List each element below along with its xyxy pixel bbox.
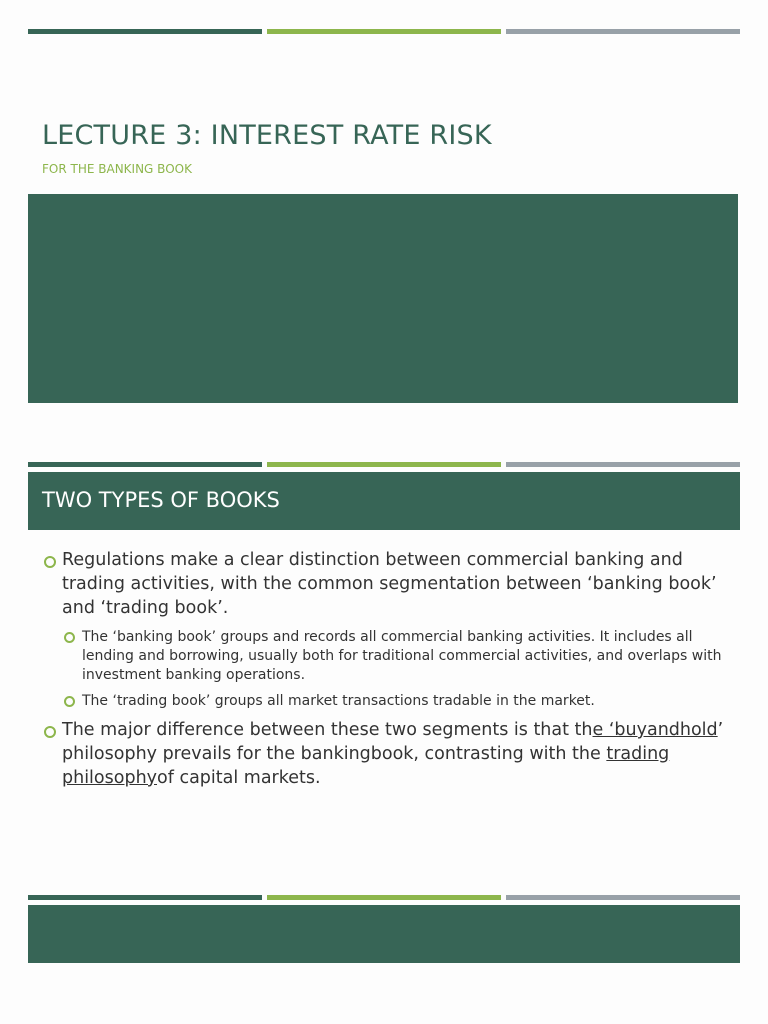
list-item [42,628,732,685]
accent-bar-gray [506,29,740,34]
list-item [42,692,732,711]
slide-heading: TWO TYPES OF BOOKS [42,488,280,512]
list-item-text: Regulations make a clear distinction between commercial banking and trading activities, with the common segmentation between ‘banking book’ and ‘trading book’. [62,550,717,618]
slide-subtitle: FOR THE BANKING BOOK [42,162,192,176]
accent-bar-light-green [267,895,501,900]
bullet-circle-icon [44,726,56,738]
accent-bar-dark-green [28,895,262,900]
list-item-text: of capital markets. [157,768,321,788]
bullet-list [42,548,732,790]
list-item-text: The ‘banking book’ groups and records all commercial banking activities. It includes all lending and borrowing, usually both for traditional commercial activities, and overlaps with investment banking operations. [82,629,722,683]
accent-bar-gray [506,895,740,900]
accent-bar-light-green [267,462,501,467]
accent-bar-light-green [267,29,501,34]
accent-bars-middle [28,462,740,467]
bullet-circle-icon [64,696,75,707]
list-item [42,548,732,620]
accent-bars-top [28,29,740,34]
accent-bar-dark-green [28,462,262,467]
slide-title: LECTURE 3: INTEREST RATE RISK [42,120,492,151]
buy-and-hold-link[interactable]: e ‘buyandhold [592,720,718,740]
list-item [42,718,732,790]
bullet-circle-icon [64,632,75,643]
accent-bar-dark-green [28,29,262,34]
accent-bars-bottom [28,895,740,900]
slide-header [28,472,740,530]
trading-philosophy-link[interactable]: trading philosophy [62,744,670,788]
list-item-text: ’ philosophy prevails for the bankingbook, contrasting with the [62,720,724,764]
title-color-block [28,194,738,403]
bullet-circle-icon [44,556,56,568]
list-item-text: The major difference between these two segments is that th [62,720,593,740]
next-slide-header [28,905,740,963]
list-item-text: The ‘trading book’ groups all market transactions tradable in the market. [82,693,595,709]
accent-bar-gray [506,462,740,467]
